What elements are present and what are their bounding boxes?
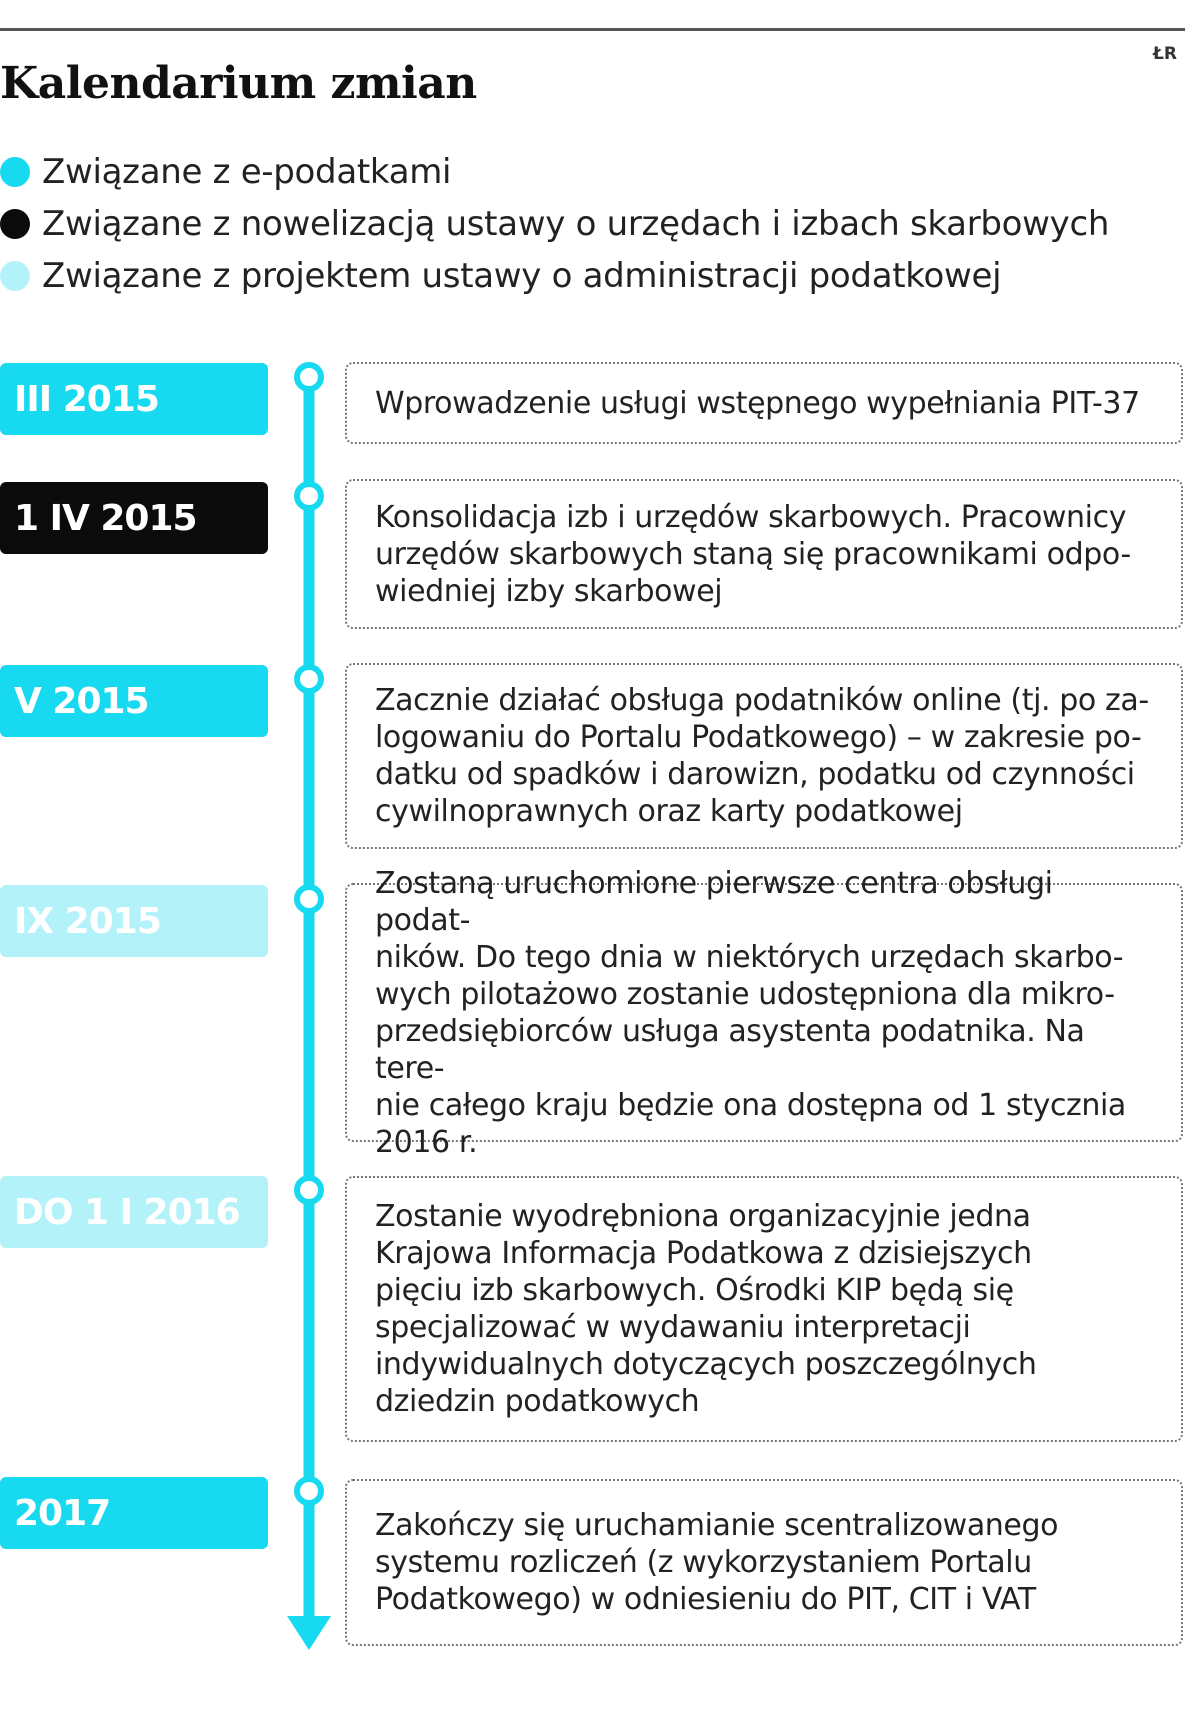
date-label-e-podatki: III 2015 [0, 363, 268, 435]
timeline-node-icon [297, 1178, 321, 1202]
timeline-node-icon [297, 365, 321, 389]
event-text: Zostaną uruchomione pierwsze centra obsługi podat- ników. Do tego dnia w niektórych urzędach skarbo- wych pilotażowo zostanie udostępniona dla mikro- przedsiębiorców usługa asystenta podatnika. Na tere- nie całego kraju będzie ona dostępna od 1 stycznia 2016 r. [375, 865, 1126, 1160]
event-text: Konsolidacja izb i urzędów skarbowych. Pracownicy urzędów skarbowych staną się pracownikami odpo- wiedniej izby skarbowej [375, 499, 1131, 609]
event-box [345, 479, 1183, 629]
event-box [345, 1176, 1183, 1442]
timeline-node-icon [297, 484, 321, 508]
event-text: Zakończy się uruchamianie scentralizowanego systemu rozliczeń (z wykorzystaniem Portalu Podatkowego) w odniesieniu do PIT, CIT i VAT [375, 1508, 1059, 1617]
timeline-node-icon [297, 887, 321, 911]
date-label-projekt: IX 2015 [0, 885, 268, 957]
date-label-projekt: DO 1 I 2016 [0, 1176, 268, 1248]
date-label-e-podatki: 2017 [0, 1477, 268, 1549]
event-text: Zacznie działać obsługa podatników online (tj. po za- logowaniu do Portalu Podatkowego) – w zakresie po- datku od spadków i darowizn, podatku od czynności cywilnoprawnych oraz karty podatkowej [375, 683, 1149, 829]
event-box [345, 865, 1183, 1160]
date-label-e-podatki: V 2015 [0, 665, 268, 737]
date-label-nowelizacja: 1 IV 2015 [0, 482, 268, 554]
event-box [345, 1479, 1183, 1646]
timeline-node-icon [297, 1479, 321, 1503]
legend-label: Związane z projektem ustawy o administracji podatkowej [42, 256, 1002, 296]
event-box [345, 362, 1183, 444]
event-text: Wprowadzenie usługi wstępnego wypełniania PIT-37 [375, 385, 1140, 421]
event-box [345, 663, 1183, 849]
event-text: Zostanie wyodrębniona organizacyjnie jedna Krajowa Informacja Podatkowa z dzisiejszych pięciu izb skarbowych. Ośrodki KIP będą się specjalizować w wydawaniu interpretacji indywidualnych dotyczących poszczególnych dziedzin podatkowych [375, 1199, 1037, 1419]
timeline-arrow-icon [287, 1616, 331, 1650]
timeline-node-icon [297, 667, 321, 691]
legend-label: Związane z e-podatkami [42, 152, 452, 192]
page-title: Kalendarium zmian [0, 58, 477, 109]
author-credit: ŁR [1153, 44, 1178, 64]
legend-label: Związane z nowelizacją ustawy o urzędach i izbach skarbowych [42, 204, 1110, 244]
